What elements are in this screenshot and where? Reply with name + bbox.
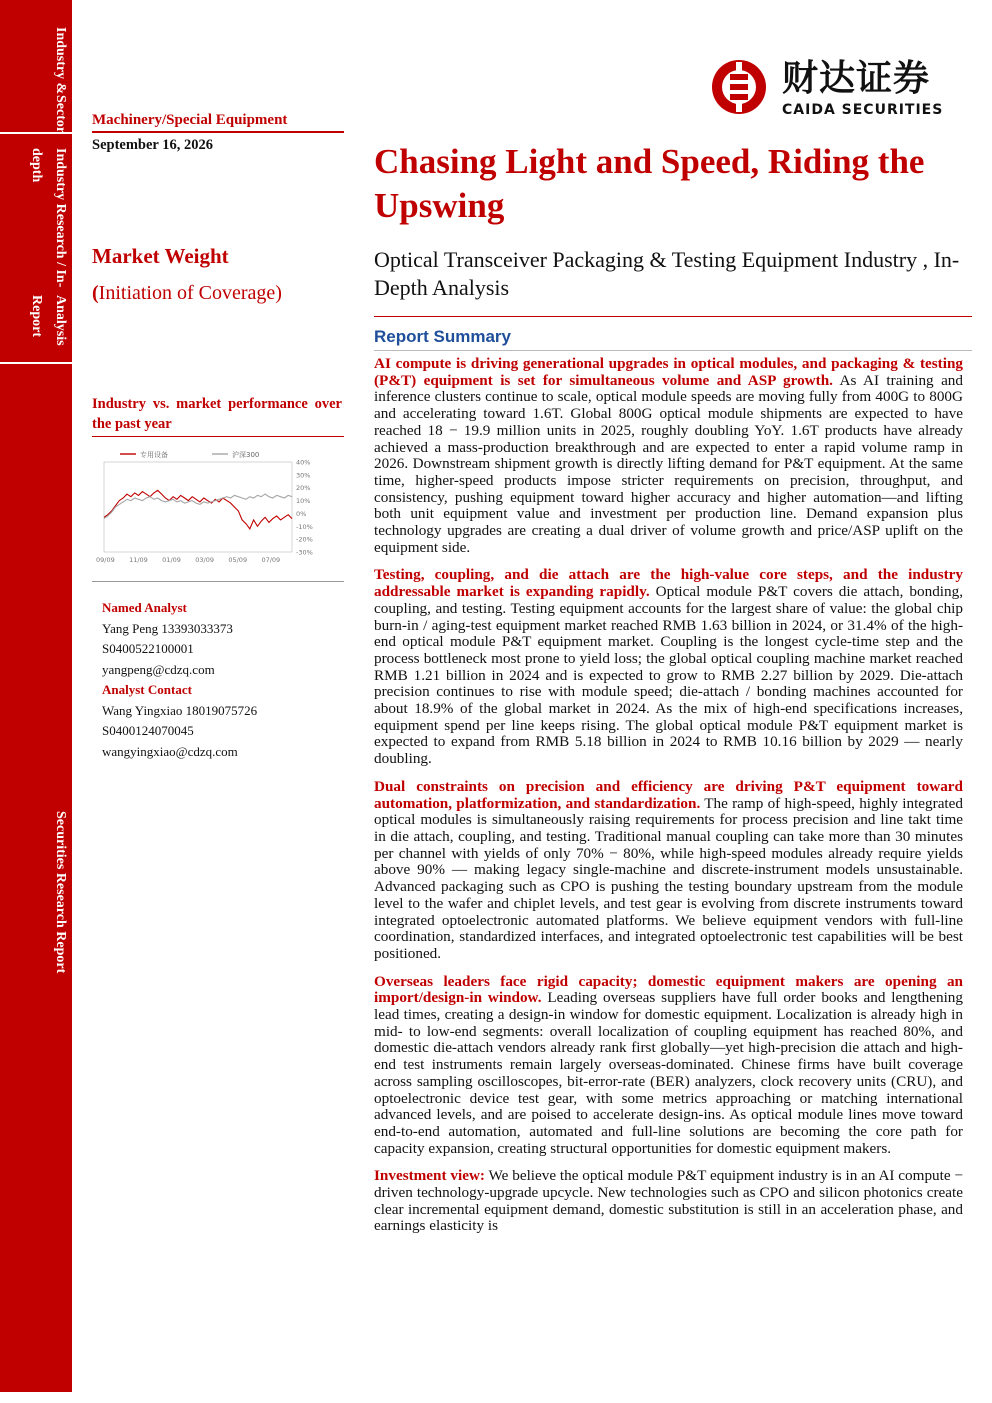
divider <box>374 350 972 351</box>
side-label: Industry & <box>53 27 68 95</box>
divider <box>92 436 344 437</box>
summary-paragraph <box>374 356 963 556</box>
paragraph-text: As AI training and inference clusters continue to scale, optical module speeds are moving fully from 400G to 800G and accelerating toward 1.6T. Global 800G optical module shipments are expected to have reached 18 − 19.9 million units in 2025, roughly doubling YoY. 1.6T products have already achieved a mass-production breakthrough and are expected to enter a rapid volume ramp in 2026. Downstream shipment growth is directly lifting demand for P&T equipment. At the same time, higher-speed products impose stricter requirements on precision, throughput, and consistency, pushing equipment toward higher accuracy and higher automation—and lifting both unit equipment value and investment per production line. Demand expansion plus technology upgrades are creating a dual driver of volume growth and price/ASP uplift on the equipment side. <box>374 371 963 556</box>
contact-email[interactable]: wangyingxiao@cdzq.com <box>102 743 238 759</box>
rating-sub-text: Initiation of Coverage) <box>98 282 282 304</box>
divider <box>374 316 972 317</box>
chart-frame <box>104 462 292 552</box>
summary-body <box>374 356 963 1246</box>
x-tick-label: 03/09 <box>195 556 214 564</box>
x-tick-label: 01/09 <box>162 556 181 564</box>
legend-label: 沪深300 <box>232 451 260 459</box>
side-label: Securities Research Report <box>53 810 68 974</box>
paragraph-text: Leading overseas suppliers have full order books and lengthening lead times, creating a design-in window for domestic equipment. Localization is already high in mid- to low-end segments: overall localization of coupling equipment has reached 80%, and domestic die-attach vendors already rank first globally—yet high-precision die attach and high-end test instruments remain largely overseas-dominated. Chinese firms have built coverage across sampling oscilloscopes, bit-error-rate (BER) analyzers, clock recovery units (CRU), and optoelectronic device test gear, with some metrics approaching or matching international advanced levels, and are poised to accelerate design-ins. As optical module lines move toward end-to-end automation, automated and full-line solutions are becoming the core path for capacity expansion, creating structural opportunities for domestic equipment makers. <box>374 989 963 1157</box>
contact-cert-id: S0400124070045 <box>102 723 194 738</box>
sector-label: Machinery/Special Equipment <box>92 112 344 133</box>
paragraph-text: We believe the optical module P&T equipment industry is in an AI compute − driven technology-upgrade upcycle. New technologies such as CPO and silicon photonics create clear incremental equipment demand, domestic substitution is still in an acceleration phase, and earnings elasticity is <box>374 1167 964 1235</box>
y-tick-label: -10% <box>296 522 313 531</box>
rating-label: Market Weight <box>92 244 229 268</box>
performance-chart <box>92 448 342 568</box>
paragraph-lead: Investment view: <box>374 1167 485 1185</box>
side-label: Industry Research / In-depth <box>29 148 68 288</box>
analyst-contact-heading: Analyst Contact <box>102 682 192 697</box>
left-column <box>92 112 346 759</box>
legend-label: 专用设备 <box>140 451 168 459</box>
summary-paragraph <box>374 779 963 963</box>
logo-english-name: CAIDA SECURITIES <box>782 102 944 118</box>
summary-paragraph <box>374 974 963 1158</box>
report-date: September 16, 2026 <box>92 137 213 153</box>
rating-sub <box>92 282 282 305</box>
performance-chart-svg <box>92 448 342 568</box>
analyst-name-phone: Yang Peng 13393033373 <box>102 620 233 636</box>
y-tick-label: 10% <box>296 497 311 506</box>
paragraph-lead: Overseas leaders face rigid capacity; domestic equipment makers are opening an import/design-in window. <box>374 972 963 1007</box>
report-title: Chasing Light and Speed, Riding the Upswing <box>374 142 925 225</box>
summary-heading: Report Summary <box>374 327 511 346</box>
y-tick-label: 30% <box>296 471 311 480</box>
side-seg-report-kind <box>0 364 72 1392</box>
paragraph-text: Optical module P&T covers die attach, bonding, coupling, and testing. Testing equipment accounts for the largest share of value: the global chip burn-in / aging-test equipment market reached RMB 1.63 billion in 2024, or 31.4% of the high-end optical module P&T equipment market. Coupling is the longest cycle-time step and the process bottleneck most prone to yield loss; the global optical coupling machine market reached RMB 1.21 billion in 2024 and is expected to grow to RMB 2.27 billion by 2029. Die-attach precision continues to rise with module speed; die-attach / bonding machines accounted for about 18.9% of the global market in 2024. As the mix of high-end specifications increases, equipment spend per line keeps rising. The global optical module P&T equipment market is expected to expand from RMB 5.18 billion in 2024 to RMB 10.16 billion by 2029 — nearly doubling. <box>374 583 964 768</box>
company-logo <box>710 58 960 122</box>
paragraph-lead: AI compute is driving generational upgrades in optical modules, and packaging & testing (P&T) equipment is set for simultaneous volume and ASP growth. <box>374 355 963 389</box>
performance-title: Industry vs. market performance over the past year <box>92 396 342 432</box>
side-seg-category <box>0 0 72 134</box>
series-line <box>104 490 292 529</box>
y-tick-label: 20% <box>296 484 311 493</box>
side-strip <box>0 0 72 1392</box>
y-tick-label: 0% <box>296 509 307 518</box>
paragraph-text: The ramp of high-speed, highly integrated optical modules is simultaneously raising requirements for process precision and line takt time in die attach, coupling, and testing. Traditional manual coupling can take more than 30 minutes per channel with yields of only 70% − 80%, while high-speed modules already require yields above 90% — making legacy single-machine and discrete-instrument models unsustainable. Advanced packaging such as CPO is pushing the testing boundary upstream from the module level to the wafer and chiplet levels, and test gear is evolving from discrete instruments toward integrated optoelectronic automated platforms. We believe equipment vendors with full-line coordination, standardized interfaces, and integrated optoelectronic test capabilities will be best positioned. <box>374 794 963 962</box>
x-tick-label: 11/09 <box>129 556 148 564</box>
analyst-email[interactable]: yangpeng@cdzq.com <box>102 661 215 677</box>
series-line <box>104 494 292 518</box>
side-label: Analysis Report <box>29 294 68 346</box>
logo-mark-icon <box>710 58 768 116</box>
y-tick-label: -30% <box>296 548 313 557</box>
contact-name-phone: Wang Yingxiao 18019075726 <box>102 702 258 718</box>
summary-paragraph <box>374 1168 963 1235</box>
y-tick-label: 40% <box>296 458 311 467</box>
paragraph-lead: Dual constraints on precision and efficiency are driving P&T equipment toward automation, platformization, and standardization. <box>374 777 963 812</box>
paragraph-lead: Testing, coupling, and die attach are the high-value core steps, and the industry addressable market is expanding rapidly. <box>374 566 963 601</box>
analyst-cert-id: S0400522100001 <box>102 641 194 656</box>
report-subtitle: Optical Transceiver Packaging & Testing Equipment Industry , In-Depth Analysis <box>374 247 960 300</box>
x-tick-label: 09/09 <box>96 556 115 564</box>
analyst-block <box>102 598 342 762</box>
x-tick-label: 05/09 <box>228 556 248 564</box>
y-tick-label: -20% <box>296 535 313 544</box>
divider <box>92 581 344 582</box>
side-seg-report-type <box>0 134 72 364</box>
named-analyst-heading: Named Analyst <box>102 600 187 615</box>
rating-sub-paren: ( <box>92 282 99 304</box>
logo-chinese-name: 财达证券 <box>782 58 931 99</box>
x-tick-label: 07/09 <box>261 556 281 564</box>
summary-paragraph <box>374 567 963 767</box>
side-label: Sector <box>53 94 68 133</box>
